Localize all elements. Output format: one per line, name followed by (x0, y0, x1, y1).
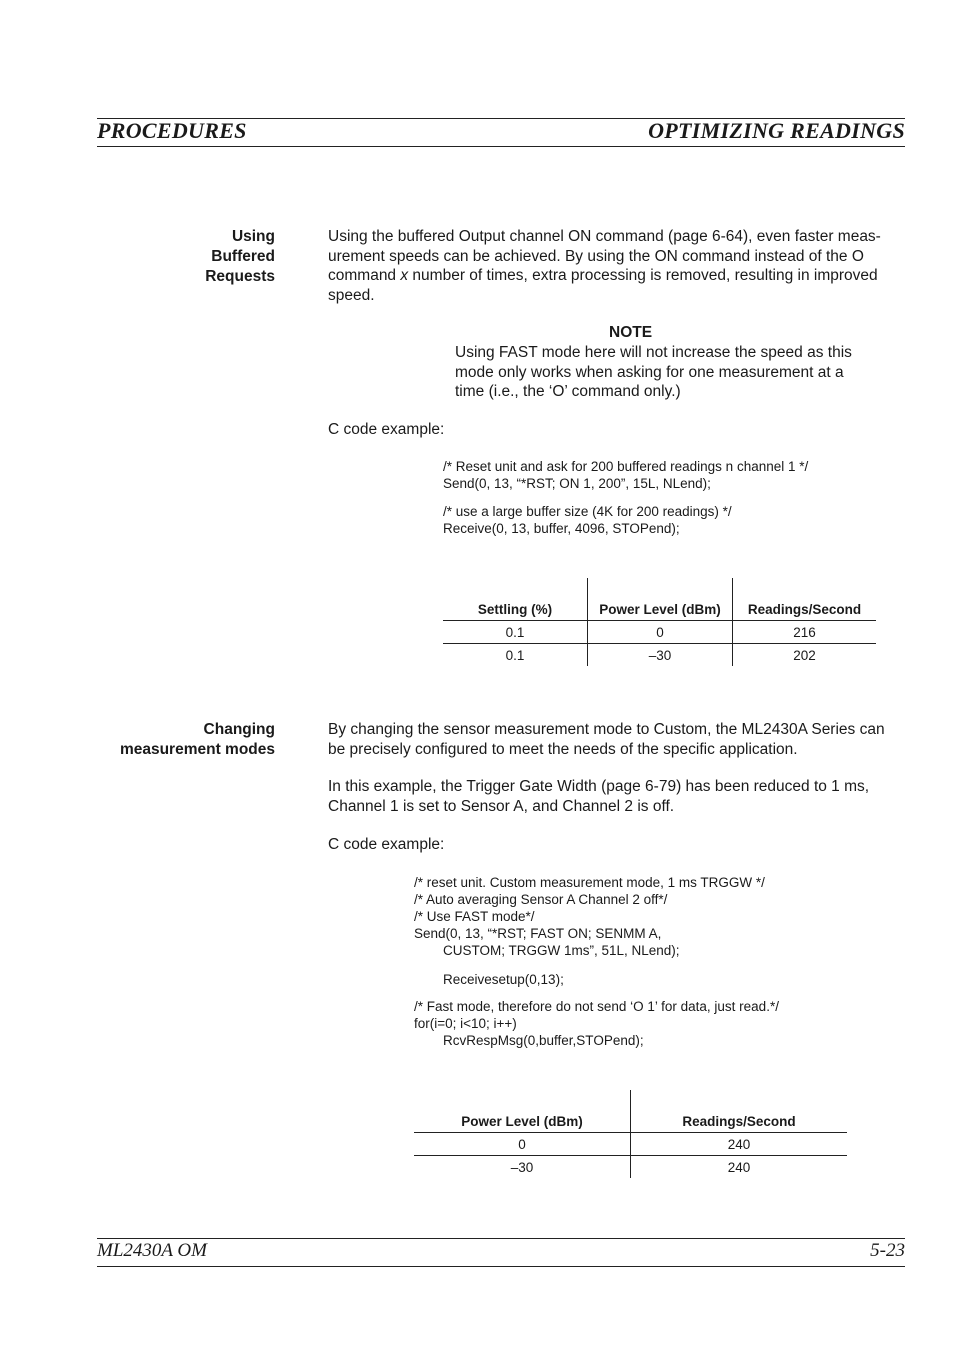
paragraph-line: Channel 1 is set to Sensor A, and Channel 2 is off. (328, 797, 675, 815)
heading-line: Buffered (211, 248, 275, 265)
paragraph-line: By changing the sensor measurement mode to Custom, the ML2430A Series can (328, 721, 885, 738)
paragraph-line: urement speeds can be achieved. By using the ON command instead of the O (328, 247, 864, 265)
paragraph-line: Using the buffered Output channel ON command (page 6-64), even faster meas- (328, 228, 881, 245)
code-line: RcvRespMsg(0,buffer,STOPend); (443, 1033, 644, 1048)
buffered-requests-paragraph (328, 227, 908, 305)
code-line: /* Fast mode, therefore do not send ‘O 1’ for data, just read.*/ (414, 999, 779, 1014)
table-row (443, 644, 876, 667)
footer-rule-top (97, 1238, 905, 1239)
code-block-send (443, 458, 808, 492)
section-heading-measurement-modes (120, 720, 275, 760)
heading-line: Changing (203, 721, 275, 738)
table-cell: 0 (414, 1133, 631, 1156)
heading-line: measurement modes (119, 741, 275, 758)
code-line: /* Use FAST mode*/ (414, 909, 535, 924)
code-line: Receivesetup(0,13); (443, 972, 564, 987)
table-cell: 216 (733, 621, 877, 644)
table-cell: 0 (588, 621, 733, 644)
column-header: Readings/Second (631, 1090, 848, 1133)
measurement-modes-paragraph-1 (328, 720, 908, 759)
paragraph-fragment: command (328, 267, 401, 284)
table-header-row (414, 1090, 847, 1133)
code-line: Receive(0, 13, buffer, 4096, STOPend); (443, 521, 680, 536)
table-header-row (443, 578, 876, 621)
note-title: NOTE (609, 324, 653, 341)
footer-rule-bottom (97, 1266, 905, 1267)
column-header: Readings/Second (733, 578, 877, 621)
section-heading-buffered-requests (205, 227, 275, 287)
footer-page-number: 5-23 (870, 1240, 905, 1261)
code-line: CUSTOM; TRGGW 1ms”, 51L, NLend); (443, 943, 680, 958)
table-cell: –30 (510, 1159, 534, 1175)
footer-doc-title: ML2430A OM (97, 1240, 207, 1261)
code-line: /* reset unit. Custom measurement mode, 1 ms TRGGW */ (414, 875, 765, 890)
code-block-loop (414, 998, 779, 1049)
code-intro-1: C code example: (328, 421, 445, 438)
paragraph-fragment: number of times, extra processing is removed, resulting in improved (408, 267, 878, 284)
table-cell: 0.1 (443, 621, 588, 644)
code-line: for(i=0; i<10; i++) (414, 1016, 517, 1031)
code-line: /* Auto averaging Sensor A Channel 2 off*/ (414, 892, 668, 907)
measurement-modes-paragraph-2 (328, 777, 908, 816)
paragraph-line: speed. (328, 286, 375, 304)
note-text (455, 343, 885, 402)
code-line: /* Reset unit and ask for 200 buffered readings n channel 1 */ (443, 459, 809, 474)
column-header: Power Level (dBm) (588, 578, 733, 621)
table-row (443, 621, 876, 644)
paragraph-line (328, 266, 908, 286)
note-line: mode only works when asking for one measurement at a (455, 363, 844, 381)
column-header: Power Level (dBm) (414, 1090, 631, 1133)
table-cell: –30 (588, 644, 733, 667)
table-cell: 0.1 (505, 647, 525, 663)
note-line: time (i.e., the ‘O’ command only.) (455, 383, 681, 400)
heading-line: Requests (205, 268, 275, 285)
paragraph-line: In this example, the Trigger Gate Width (page 6-79) has been reduced to 1 ms, (328, 778, 870, 795)
header-rule-bottom (97, 146, 905, 147)
code-block-setup (414, 874, 765, 959)
table-cell: 240 (631, 1133, 848, 1156)
heading-line: Using (231, 228, 275, 245)
table-row (414, 1156, 847, 1179)
table-row (414, 1133, 847, 1156)
code-block-receivesetup (414, 971, 564, 988)
code-intro-2: C code example: (328, 836, 445, 853)
italic-variable: x (400, 267, 409, 284)
table-cell: 240 (631, 1156, 848, 1179)
table-cell: 202 (733, 644, 877, 667)
code-line: Send(0, 13, “*RST; ON 1, 200”, 15L, NLend); (443, 476, 711, 491)
code-line: /* use a large buffer size (4K for 200 readings) */ (443, 504, 732, 519)
code-line: Send(0, 13, “*RST; FAST ON; SENMM A, (414, 926, 662, 941)
paragraph-line: be precisely configured to meet the needs of the specific application. (328, 740, 798, 758)
header-right-title: OPTIMIZING READINGS (648, 118, 905, 143)
note-line: Using FAST mode here will not increase the speed as this (455, 344, 852, 361)
readings-table-1 (443, 578, 876, 666)
code-block-receive (443, 503, 732, 537)
readings-table-2 (414, 1090, 847, 1178)
column-header: Settling (%) (443, 578, 588, 621)
header-left-title: PROCEDURES (97, 118, 247, 143)
